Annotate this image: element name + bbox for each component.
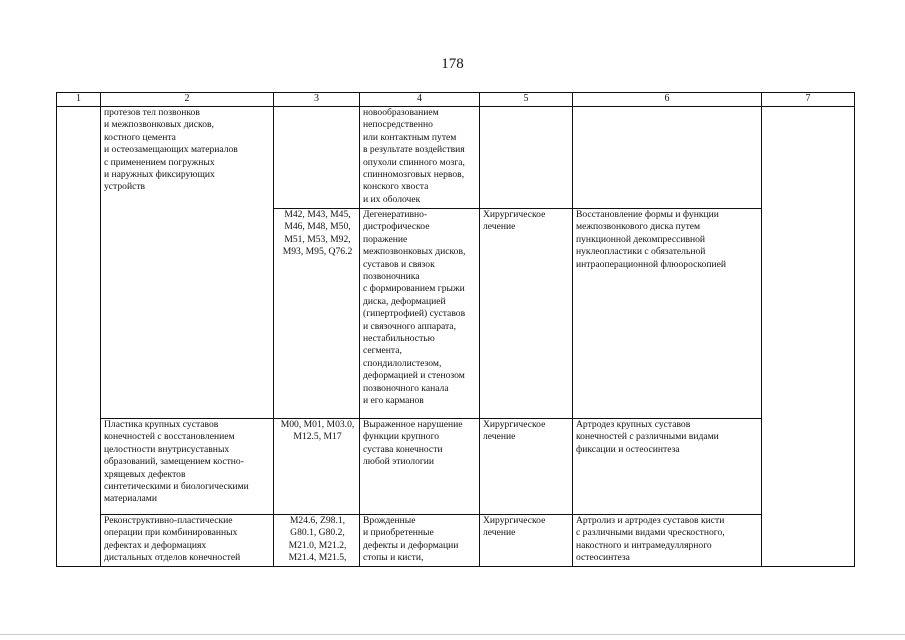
table-cell-c2 — [101, 419, 274, 515]
cell-text-line: позвоночного канала — [363, 382, 449, 394]
cell-text-line: накостного и интрамедуллярного — [576, 539, 712, 551]
cell-text-line: и их оболочек — [363, 193, 421, 205]
cell-text-line: сегмента, — [363, 345, 402, 357]
page-bottom-edge — [0, 634, 905, 635]
table-row — [57, 419, 855, 515]
cell-text-line: M00, M01, M03.0, — [280, 419, 355, 430]
cell-text-line: конечностей с восстановлением — [104, 431, 235, 443]
cell-text-line: M24.6, Z98.1, — [289, 515, 346, 526]
cell-text-line: M46, M48, M50, — [284, 221, 351, 233]
cell-text-line: M51, M53, M92, — [284, 233, 351, 245]
column-header: 2 — [101, 93, 274, 107]
cell-text-line: M21.0, M21.2, — [288, 539, 347, 551]
cell-text-line: межпозвонкового диска путем — [576, 221, 701, 233]
table-cell-c5 — [480, 107, 573, 209]
table-cell-c3 — [274, 107, 360, 209]
cell-text-line: поражение — [363, 233, 408, 245]
cell-text-line: и приобретенные — [363, 527, 434, 539]
column-header: 3 — [274, 93, 360, 107]
table-header-row — [57, 93, 855, 107]
table-cell-c7 — [762, 209, 855, 419]
cell-text-line: дистальных отделов конечностей — [104, 552, 241, 564]
cell-text-line: или контактным путем — [363, 131, 457, 143]
cell-text-line: целостности внутрисуставных — [104, 443, 230, 455]
cell-text-line: нестабильностью — [363, 333, 435, 345]
cell-text-line: образований, замещением костно- — [104, 456, 244, 468]
cell-text-line: Врожденные — [363, 515, 416, 526]
table-cell-c3 — [274, 419, 360, 515]
cell-text-line: Пластика крупных суставов — [104, 419, 219, 430]
cell-text-line: M12.5, M17 — [293, 431, 342, 443]
cell-text-line: дефекты и деформации — [363, 539, 459, 551]
cell-text-line: с различными видами чрескостного, — [576, 527, 725, 539]
cell-text-line: протезов тел позвонков — [104, 107, 200, 118]
cell-text-line: пункционной декомпрессивной — [576, 233, 706, 245]
column-header: 7 — [762, 93, 855, 107]
column-header: 1 — [57, 93, 101, 107]
cell-text-line: Реконструктивно-пластические — [104, 515, 233, 526]
table-cell-c1 — [57, 515, 101, 567]
cell-text-line: деформацией и стенозом — [363, 370, 465, 382]
cell-text-line: функции крупного — [363, 431, 440, 443]
cell-text-line: Дегенеративно- — [363, 209, 428, 220]
cell-text-line: M42, M43, M45, — [284, 209, 351, 220]
cell-text-line: Артродез крупных суставов — [576, 419, 691, 430]
cell-text-line: сустава конечности — [363, 443, 443, 455]
table-row — [57, 209, 855, 419]
cell-text-line: с применением погружных — [104, 156, 215, 168]
table-row — [57, 515, 855, 567]
table-cell-c6 — [573, 419, 762, 515]
cell-text-line: спондилолистезом, — [363, 357, 442, 369]
table-cell-c5 — [480, 419, 573, 515]
table-cell-c4 — [360, 209, 480, 419]
cell-text-line: Хирургическое — [483, 515, 546, 526]
cell-text-line: и его карманов — [363, 395, 424, 407]
table-cell-c7 — [762, 107, 855, 209]
cell-text-line: межпозвонковых дисков, — [363, 246, 466, 258]
cell-text-line: конечностей с различными видами — [576, 431, 719, 443]
table-cell-c2 — [101, 107, 274, 209]
cell-text-line: и межпозвонковых дисков, — [104, 119, 214, 131]
column-header: 5 — [480, 93, 573, 107]
column-header: 4 — [360, 93, 480, 107]
table-cell-c4 — [360, 107, 480, 209]
cell-text-line: любой этиологии — [363, 456, 435, 468]
cell-text-line: операции при комбинированных — [104, 527, 238, 539]
table-cell-c6 — [573, 515, 762, 567]
cell-text-line: нуклеопластики с обязательной — [576, 246, 706, 258]
cell-text-line: непосредственно — [363, 119, 433, 131]
cell-text-line: позвоночника — [363, 271, 420, 283]
cell-text-line: M93, M95, Q76.2 — [282, 246, 353, 258]
cell-text-line: и связочного аппарата, — [363, 320, 456, 332]
cell-text-line: новообразованием — [363, 107, 439, 118]
cell-text-line: конского хвоста — [363, 181, 429, 193]
cell-text-line: (гипертрофией) суставов — [363, 308, 466, 320]
cell-text-line: синтетическими и биологическими — [104, 481, 249, 493]
table-cell-c1 — [57, 209, 101, 419]
table-cell-c5 — [480, 515, 573, 567]
table-cell-c7 — [762, 515, 855, 567]
table-cell-c7 — [762, 419, 855, 515]
cell-text-line: G80.1, G80.2, — [290, 527, 345, 539]
table-cell-c4 — [360, 419, 480, 515]
cell-text-line: фиксации и остеосинтеза — [576, 443, 680, 455]
column-header: 6 — [573, 93, 762, 107]
cell-text-line: опухоли спинного мозга, — [363, 156, 465, 168]
cell-text-line: в результате воздействия — [363, 144, 465, 156]
table-cell-c1 — [57, 107, 101, 209]
cell-text-line: костного цемента — [104, 131, 176, 143]
cell-text-line: и остеозамещающих материалов — [104, 144, 238, 156]
cell-text-line: с формированием грыжи — [363, 283, 465, 295]
table-row — [57, 107, 855, 209]
cell-text-line: M21.4, M21.5, — [288, 552, 347, 564]
cell-text-line: дистрофическое — [363, 221, 430, 233]
medical-procedures-table — [56, 92, 855, 567]
cell-text-line: материалами — [104, 493, 157, 505]
cell-text-line: диска, деформацией — [363, 295, 446, 307]
cell-text-line: Артролиз и артродез суставов кисти — [576, 515, 725, 526]
cell-text-line: остеосинтеза — [576, 552, 630, 564]
cell-text-line: дефектах и деформациях — [104, 539, 207, 551]
cell-text-line: интраоперационной флюороскопией — [576, 258, 726, 270]
cell-text-line: Восстановление формы и функции — [576, 209, 719, 220]
cell-text-line: Хирургическое — [483, 419, 546, 430]
table-cell-c1 — [57, 419, 101, 515]
cell-text-line: устройств — [104, 181, 146, 193]
cell-text-line: хрящевых дефектов — [104, 468, 186, 480]
cell-text-line: и наружных фиксирующих — [104, 169, 215, 181]
table-cell-c5 — [480, 209, 573, 419]
cell-text-line: стопы и кисти, — [363, 552, 424, 564]
table-cell-c6 — [573, 107, 762, 209]
cell-text-line: Выраженное нарушение — [363, 419, 463, 430]
table-cell-c6 — [573, 209, 762, 419]
table-cell-c4 — [360, 515, 480, 567]
table-cell-c2 — [101, 209, 274, 419]
cell-text-line: лечение — [483, 431, 516, 443]
cell-text-line: лечение — [483, 527, 516, 539]
cell-text-line: лечение — [483, 221, 516, 233]
table-cell-c3 — [274, 209, 360, 419]
page-number: 178 — [441, 56, 464, 72]
cell-text-line: суставов и связок — [363, 258, 435, 270]
table-cell-c2 — [101, 515, 274, 567]
table-cell-c3 — [274, 515, 360, 567]
cell-text-line: спинномозговых нервов, — [363, 169, 465, 181]
cell-text-line: Хирургическое — [483, 209, 546, 220]
